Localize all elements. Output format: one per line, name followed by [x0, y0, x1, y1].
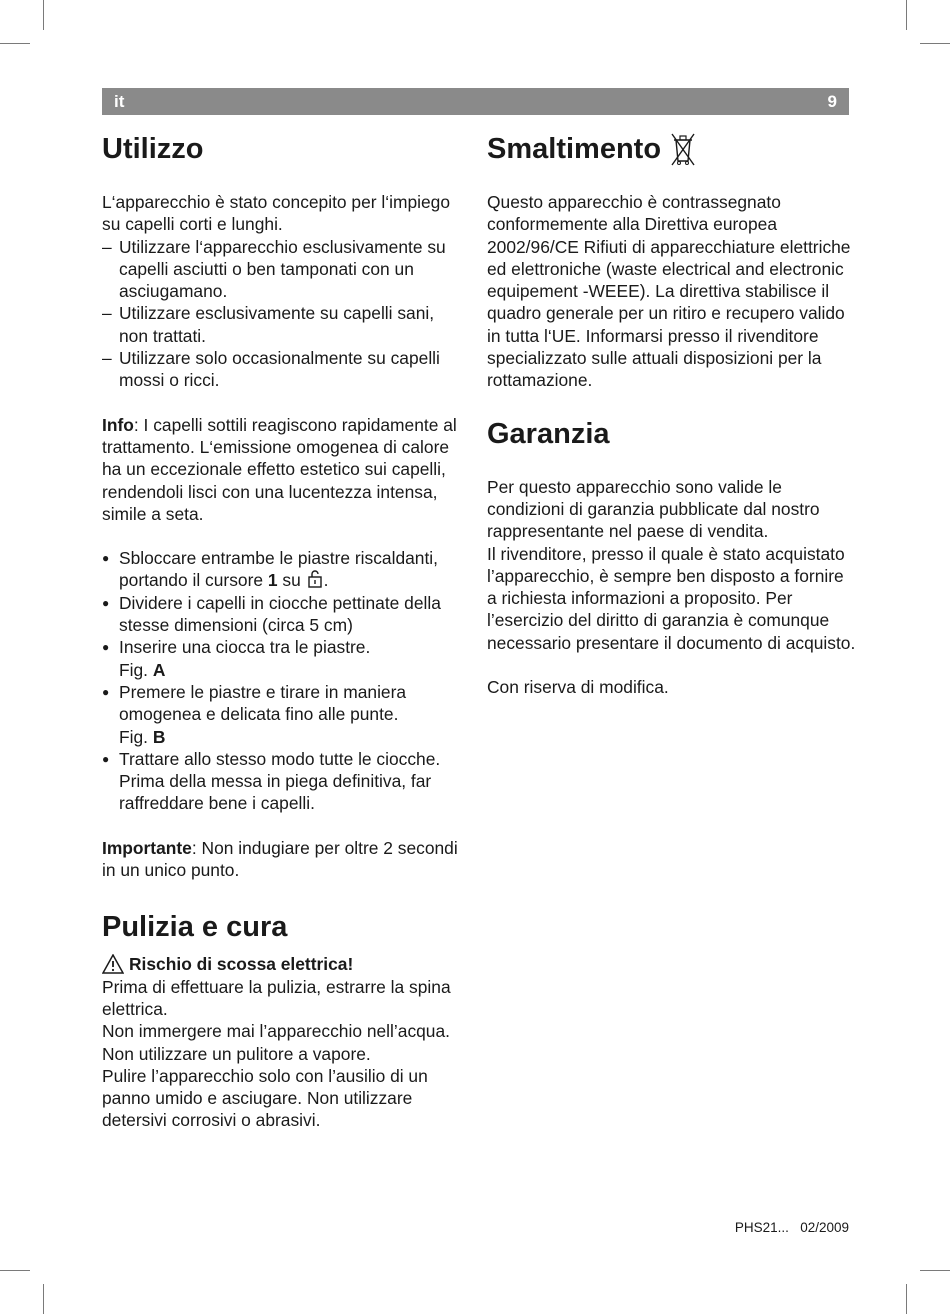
section-title-utilizzo: Utilizzo — [102, 133, 204, 165]
garanzia-text-1: Per questo apparecchio sono valide le condizioni di garanzia pubblicate dal nostro rappresentante nel paese di vendita. — [487, 476, 820, 542]
crop-mark — [920, 1270, 950, 1271]
smaltimento-text: Questo apparecchio è contrassegnato conformemente alla Direttiva europea 2002/96/CE Rifiuti di apparecchiature elettriche ed elettroniche (waste electrical and electronic equipement -WEEE). La direttiva stabilisce il quadro generale per un ritiro e recupero valido in tutta l‘UE. Informarsi presso il rivenditore specializzato sulle attuali disposizioni per la rottamazione. — [487, 192, 851, 391]
crop-mark — [43, 0, 44, 30]
warning-triangle-icon — [102, 954, 124, 974]
utilizzo-dash-list — [102, 236, 467, 392]
unlock-icon — [307, 569, 323, 589]
section-title-pulizia: Pulizia e cura — [102, 911, 288, 944]
model-code: PHS21... — [734, 1220, 789, 1235]
section-title-garanzia: Garanzia — [487, 417, 610, 450]
crop-mark — [0, 1270, 30, 1271]
list-item: ● Inserire una ciocca tra le piastre. Fig. A — [102, 636, 467, 681]
electric-shock-warning: Rischio di scossa elettrica! — [102, 953, 467, 975]
pulizia-line: Non immergere mai l’apparecchio nell’acqua. — [102, 1021, 450, 1042]
left-column — [102, 127, 467, 1132]
list-item: ● Dividere i capelli in ciocche pettinate della stesse dimensioni (circa 5 cm) — [102, 592, 467, 637]
crop-mark — [906, 1284, 907, 1314]
print-date: 02/2009 — [800, 1220, 849, 1235]
importante-label: Importante — [102, 837, 192, 858]
modification-note: Con riserva di modifica. — [487, 677, 669, 698]
garanzia-text-2: Il rivenditore, presso il quale è stato acquistato l’apparecchio, è sempre ben disposto a fornire a richiesta informazioni a proposito. Per l’esercizio del diritto di garanzia è comunque necessario presentare il documento di acquisto. — [487, 543, 856, 653]
list-item: ● Sbloccare entrambe le piastre riscaldanti, portando il cursore 1 su . — [102, 547, 467, 592]
info-paragraph — [102, 414, 467, 525]
page-footer — [735, 1220, 849, 1235]
page-number: 9 — [827, 91, 837, 111]
list-item: – Utilizzare esclusivamente su capelli sani, non trattati. — [102, 302, 467, 347]
crop-mark — [906, 0, 907, 30]
info-text: : I capelli sottili reagiscono rapidamente al trattamento. L‘emissione omogenea di calore ha un eccezionale effetto estetico sui capelli, rendendoli lisci con una lucentezza intensa, simile a seta. — [102, 414, 457, 524]
crop-mark — [43, 1284, 44, 1314]
list-item: – Utilizzare solo occasionalmente su capelli mossi o ricci. — [102, 347, 467, 392]
importante-paragraph: Importante: Non indugiare per oltre 2 secondi in un unico punto. — [102, 837, 458, 881]
section-title-smaltimento: Smaltimento — [487, 131, 857, 167]
crop-mark — [0, 43, 30, 44]
right-column — [487, 127, 857, 698]
pulizia-line: Pulire l’apparecchio solo con l’ausilio di un panno umido e asciugare. Non utilizzare detersivi corrosivi o abrasivi. — [102, 1065, 428, 1131]
page-header-bar — [102, 88, 849, 115]
info-label: Info — [102, 414, 134, 435]
list-item: ● Trattare allo stesso modo tutte le ciocche. Prima della messa in piega definitiva, far raffreddare bene i capelli. — [102, 748, 467, 815]
crop-mark — [920, 43, 950, 44]
utilizzo-bullet-list — [102, 547, 467, 815]
utilizzo-intro: L‘apparecchio è stato concepito per l‘impiego su capelli corti e lunghi. — [102, 192, 451, 235]
list-item: – Utilizzare l‘apparecchio esclusivamente su capelli asciutti o ben tamponati con un asciugamano. — [102, 236, 467, 303]
pulizia-line: Prima di effettuare la pulizia, estrarre la spina elettrica. — [102, 976, 451, 1019]
language-code: it — [114, 91, 125, 111]
list-item: ● Premere le piastre e tirare in maniera omogenea e delicata fino alle punte. Fig. B — [102, 681, 467, 748]
pulizia-line: Non utilizzare un pulitore a vapore. — [102, 1043, 371, 1064]
crossed-out-bin-icon — [669, 131, 697, 167]
